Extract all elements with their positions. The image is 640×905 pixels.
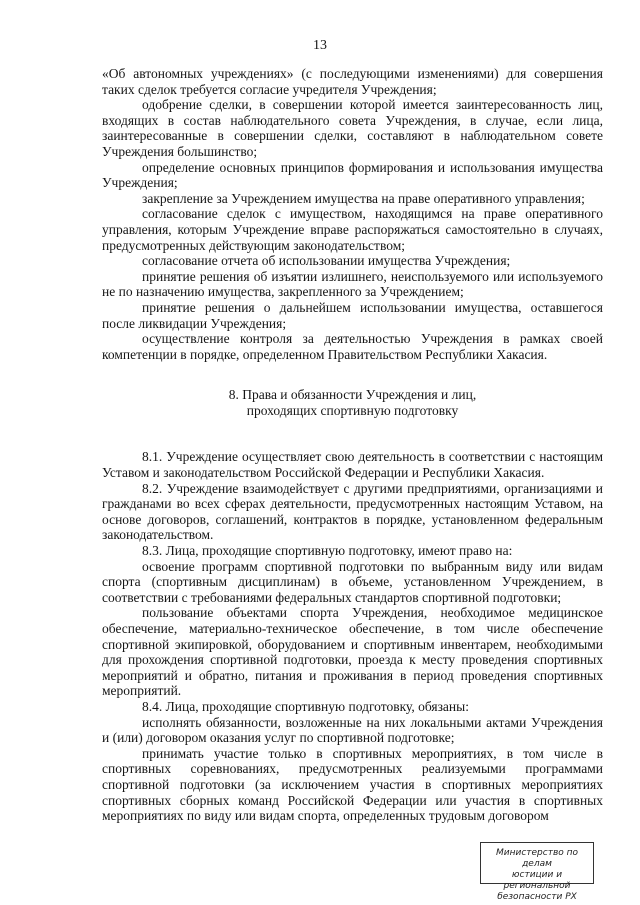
paragraph: принятие решения об изъятии излишнего, неиспользуемого или используемого не по назначению имущества, закрепленного за Учреждением; (102, 268, 603, 300)
stamp-line: юстиции и региональной (503, 870, 571, 891)
page-number: 13 (313, 38, 327, 53)
paragraph: 8.2. Учреждение взаимодействует с другими предприятиями, организациями и гражданами во всех сферах деятельности, предусмотренных настоящим Уставом, на основе договоров, соглашений, контрактов в порядке, установленном федеральным законодательством. (102, 480, 603, 543)
paragraph: освоение программ спортивной подготовки по выбранным виду или видам спорта (спортивным дисциплинам) в объеме, установленном Учреждением, в соответствии с требованиями федеральных стандартов спортивной подготовки; (102, 558, 603, 605)
section-heading-line1: 8. Права и обязанности Учреждения и лиц, (228, 387, 477, 403)
paragraph: согласование сделок с имуществом, находящимся на праве оперативного управления, которым Учреждение вправе распоряжаться самостоятельно в случаях, предусмотренных действующим законодательством; (102, 206, 603, 253)
document-body (102, 66, 603, 824)
paragraph: одобрение сделки, в совершении которой имеется заинтересованность лиц, входящих в состав наблюдательного совета Учреждения, в случае, если лица, заинтересованные в совершении сделки, составляют в наблюдательном совете Учреждения большинство; (102, 97, 603, 159)
paragraph: принятие решения о дальнейшем использовании имущества, оставшегося после ликвидации Учреждения; (102, 299, 603, 331)
paragraph: 8.3. Лица, проходящие спортивную подготовку, имеют право на: (142, 543, 513, 559)
ministry-stamp (480, 842, 594, 902)
section-heading (102, 387, 603, 418)
paragraph: согласование отчета об использовании имущества Учреждения; (142, 253, 511, 269)
paragraph: закрепление за Учреждением имущества на праве оперативного управления; (142, 190, 585, 206)
paragraph: определение основных принципов формирования и использования имущества Учреждения; (102, 159, 603, 191)
paragraph: исполнять обязанности, возложенные на них локальными актами Учреждения и (или) договором оказания услуг по спортивной подготовке; (102, 714, 603, 746)
paragraph: осуществление контроля за деятельностью Учреждения в рамках своей компетенции в порядке, определенном Правительством Республики Хакасия. (102, 331, 603, 362)
paragraph: 8.1. Учреждение осуществляет свою деятельность в соответствии с настоящим Уставом и законодательством Российской Федерации и Республики Хакасия. (102, 449, 603, 481)
paragraph: 8.4. Лица, проходящие спортивную подготовку, обязаны: (142, 698, 469, 714)
paragraph: «Об автономных учреждениях» (с последующими изменениями) для совершения таких сделок требуется согласие учредителя Учреждения; (102, 66, 603, 97)
stamp-line: Министерство по делам (495, 848, 579, 869)
stamp-line: безопасности РХ (497, 892, 577, 902)
paragraph: принимать участие только в спортивных мероприятиях, в том числе в спортивных соревнованиях, предусмотренных реализуемыми программами спортивной подготовки (за исключением участия в спортивных мероприятиях спортивных сборных команд Российской Федерации или участия в спортивных мероприятиях по виду или видам спорта, определенных трудовым договором (102, 745, 603, 824)
paragraph: пользование объектами спорта Учреждения, необходимое медицинское обеспечение, материально-техническое обеспечение, в том числе обеспечение спортивной экипировкой, оборудованием и спортивным инвентарем, необходимыми для прохождения спортивной подготовки, проезда к месту проведения спортивных мероприятий и обратно, питания и проживания в период проведения спортивных мероприятий. (102, 605, 603, 699)
section-heading-line2: проходящих спортивную подготовку (246, 402, 459, 418)
